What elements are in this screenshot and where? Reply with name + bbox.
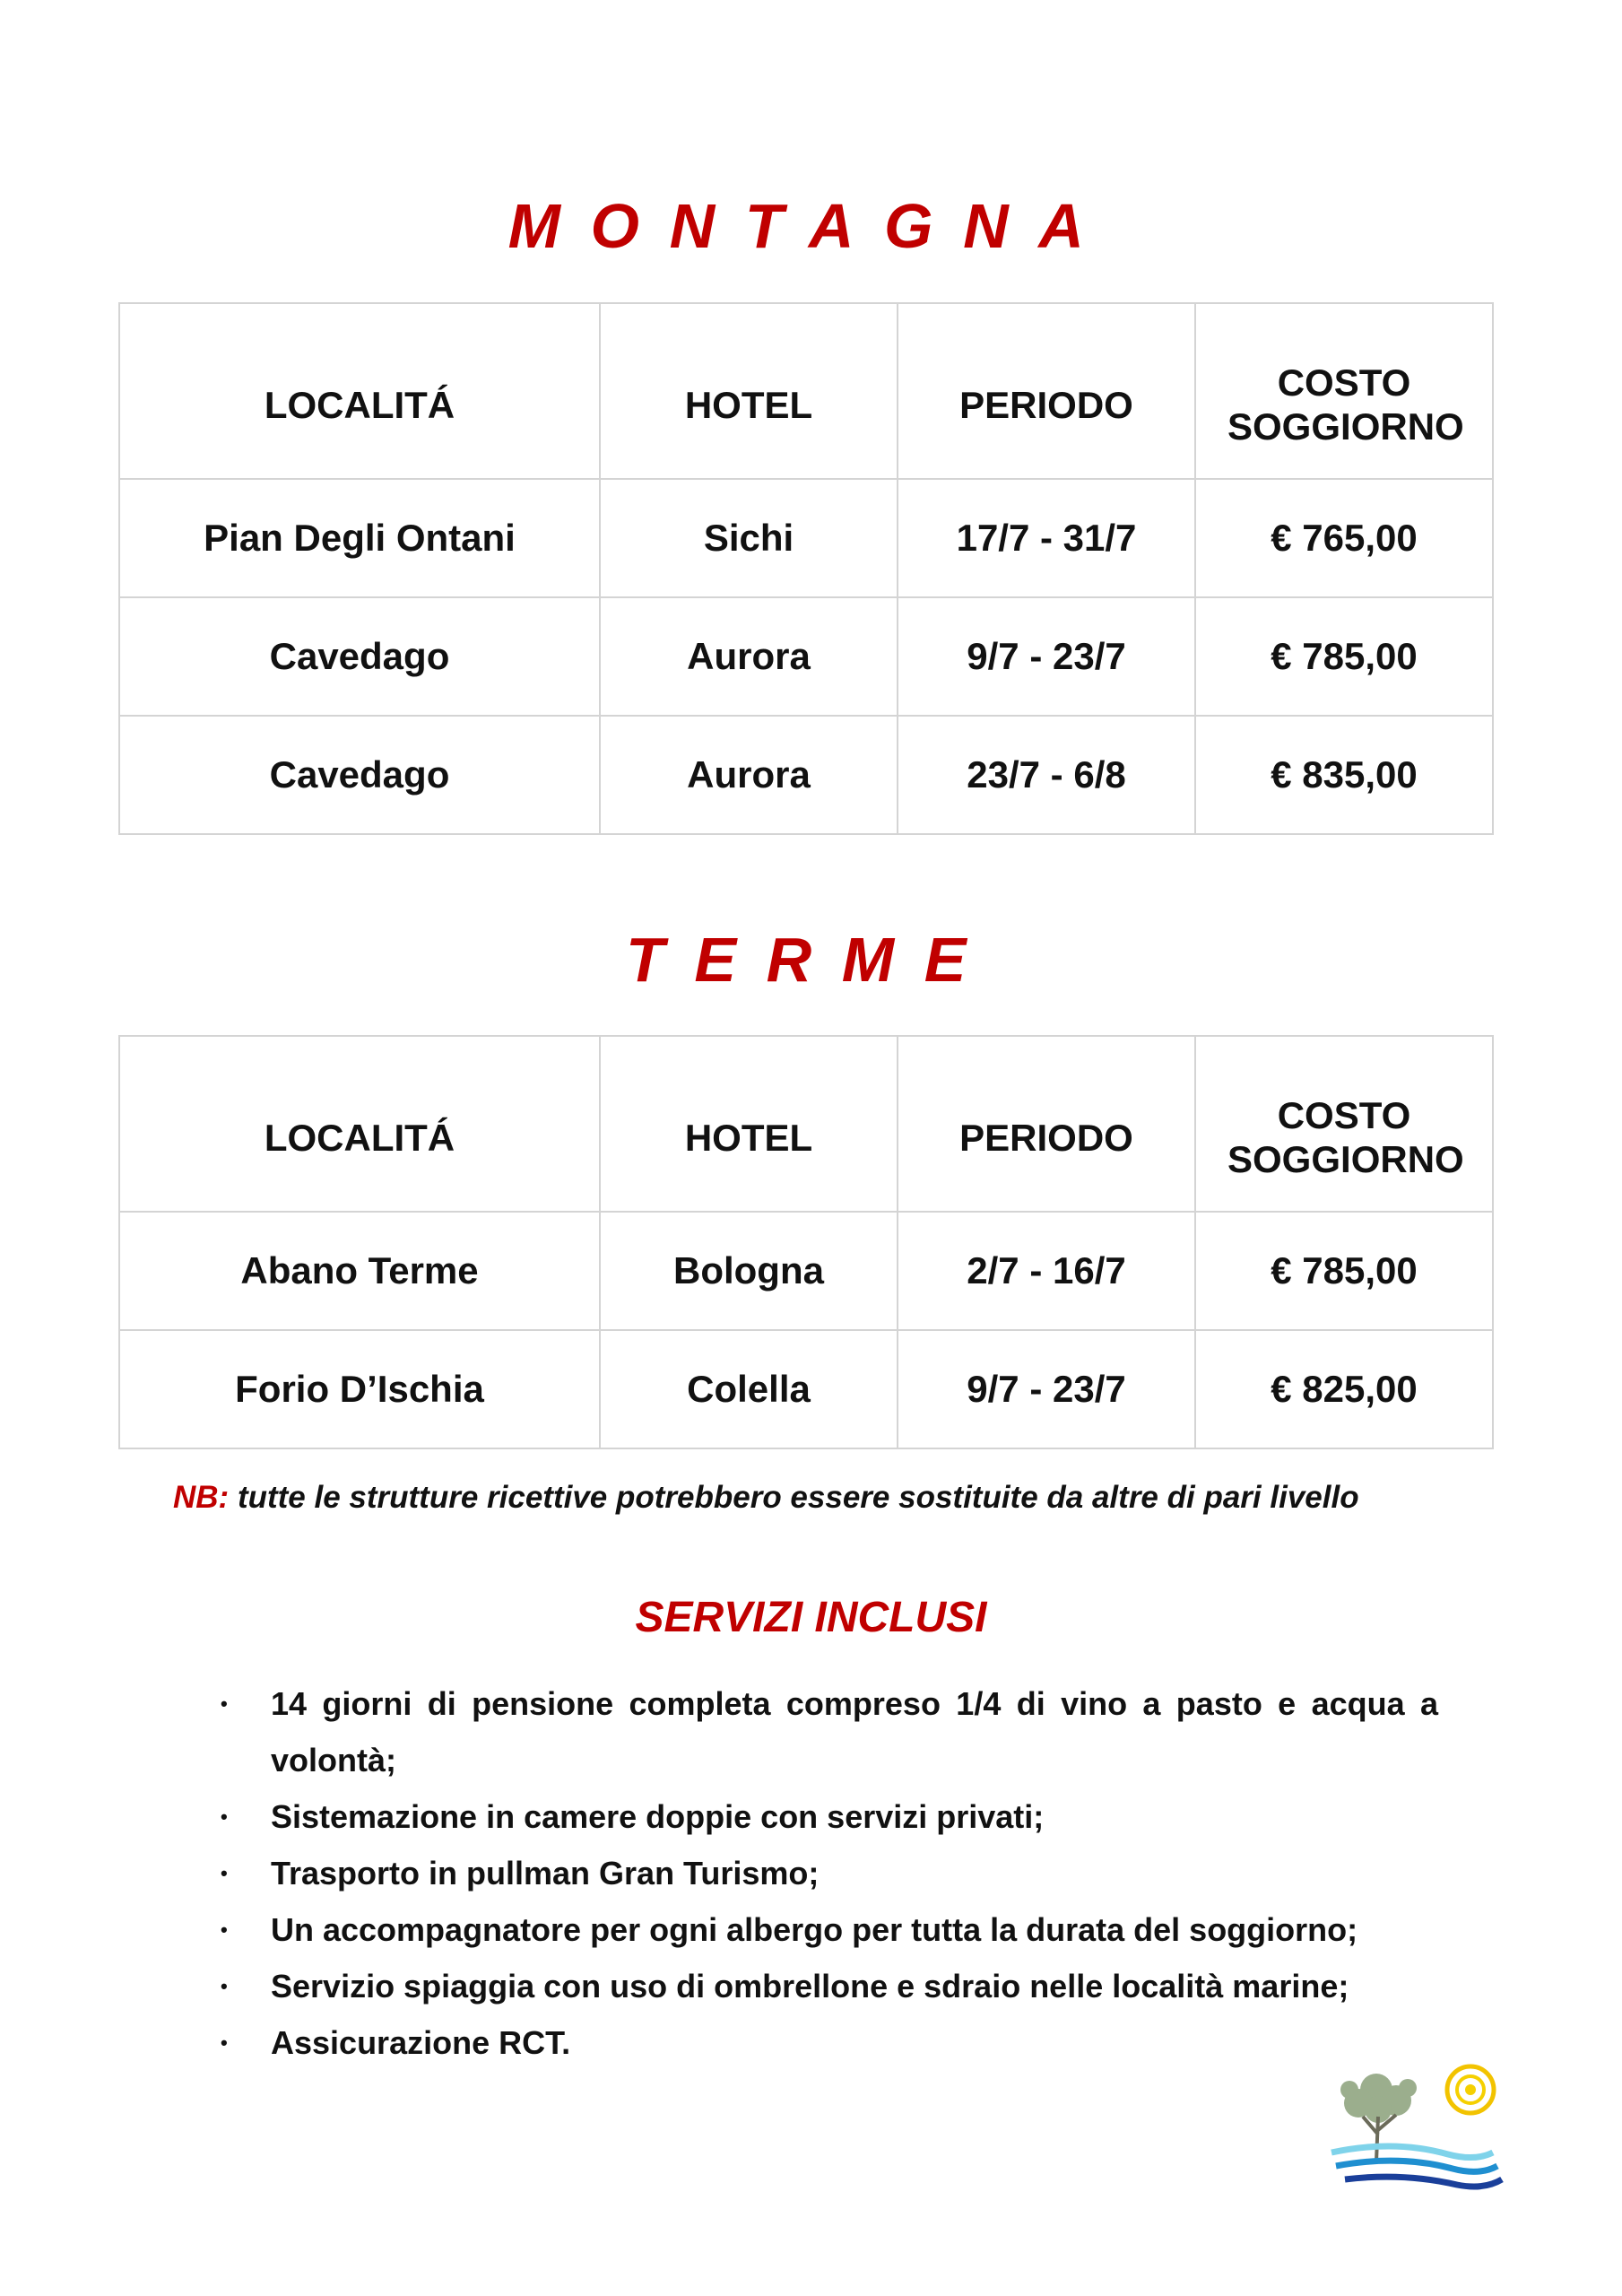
list-item (221, 1788, 1438, 1845)
list-item-text: Sistemazione in camere doppie con servizi privati; (271, 1798, 1045, 1835)
list-item (221, 2014, 1438, 2071)
tree-sun-waves-logo-icon (1314, 2054, 1506, 2211)
table-header-row (119, 303, 1493, 479)
cell-localita: Forio D’Ischia (119, 1330, 600, 1448)
cell-costo: € 825,00 (1195, 1330, 1493, 1448)
note-paragraph (173, 1480, 1518, 1516)
header-costo-text: COSTO SOGGIORNO (1227, 361, 1464, 448)
cell-localita: Cavedago (119, 597, 600, 716)
table-row (119, 716, 1493, 834)
header-localita: LOCALITÁ (119, 303, 600, 479)
cell-periodo: 9/7 - 23/7 (898, 1330, 1195, 1448)
header-localita: LOCALITÁ (119, 1036, 600, 1212)
list-item-text: Un accompagnatore per ogni albergo per tutta la durata del soggiorno; (271, 1911, 1358, 1948)
table-row (119, 479, 1493, 597)
cell-periodo: 2/7 - 16/7 (898, 1212, 1195, 1330)
cell-localita: Abano Terme (119, 1212, 600, 1330)
header-hotel: HOTEL (600, 1036, 898, 1212)
cell-periodo: 17/7 - 31/7 (898, 479, 1195, 597)
bullet-icon: • (221, 2031, 228, 2054)
cell-hotel: Sichi (600, 479, 898, 597)
services-list (221, 1675, 1438, 2071)
list-item-text: Servizio spiaggia con uso di ombrellone e sdraio nelle località marine; (271, 1968, 1349, 2005)
header-costo-soggiorno (1195, 1036, 1493, 1212)
bullet-icon: • (221, 1918, 228, 1941)
cell-hotel: Bologna (600, 1212, 898, 1330)
list-item (221, 1675, 1438, 1788)
header-periodo: PERIODO (898, 1036, 1195, 1212)
note-text: tutte le strutture ricettive potrebbero essere sostituite da altre di pari livello (237, 1480, 1359, 1515)
table-row (119, 1212, 1493, 1330)
section-title-montagna: MONTAGNA (507, 191, 1115, 261)
bullet-icon: • (221, 1862, 228, 1884)
cell-hotel: Aurora (600, 716, 898, 834)
note-label: NB: (173, 1480, 230, 1515)
montagna-price-table (118, 302, 1494, 835)
terme-price-table (118, 1035, 1494, 1449)
list-item-text: Assicurazione RCT. (271, 2024, 571, 2061)
section-title-terme: TERME (626, 925, 996, 995)
cell-periodo: 9/7 - 23/7 (898, 597, 1195, 716)
header-hotel: HOTEL (600, 303, 898, 479)
list-item (221, 1901, 1438, 1958)
cell-costo: € 765,00 (1195, 479, 1493, 597)
bullet-icon: • (221, 1805, 228, 1828)
cell-localita: Cavedago (119, 716, 600, 834)
header-periodo: PERIODO (898, 303, 1195, 479)
cell-hotel: Aurora (600, 597, 898, 716)
cell-hotel: Colella (600, 1330, 898, 1448)
list-item-text: Trasporto in pullman Gran Turismo; (271, 1855, 820, 1892)
cell-periodo: 23/7 - 6/8 (898, 716, 1195, 834)
table-row (119, 597, 1493, 716)
cell-costo: € 785,00 (1195, 597, 1493, 716)
bullet-icon: • (221, 1692, 228, 1715)
table-row (119, 1330, 1493, 1448)
cell-costo: € 785,00 (1195, 1212, 1493, 1330)
table-header-row (119, 1036, 1493, 1212)
cell-costo: € 835,00 (1195, 716, 1493, 834)
list-item (221, 1958, 1438, 2014)
header-costo-text: COSTO SOGGIORNO (1227, 1094, 1464, 1180)
services-title: SERVIZI INCLUSI (635, 1594, 987, 1641)
header-costo-soggiorno (1195, 303, 1493, 479)
cell-localita: Pian Degli Ontani (119, 479, 600, 597)
bullet-icon: • (221, 1975, 228, 1997)
list-item (221, 1845, 1438, 1901)
list-item-text: 14 giorni di pensione completa compreso 1/4 di vino a pasto e acqua a volontà; (271, 1685, 1438, 1779)
